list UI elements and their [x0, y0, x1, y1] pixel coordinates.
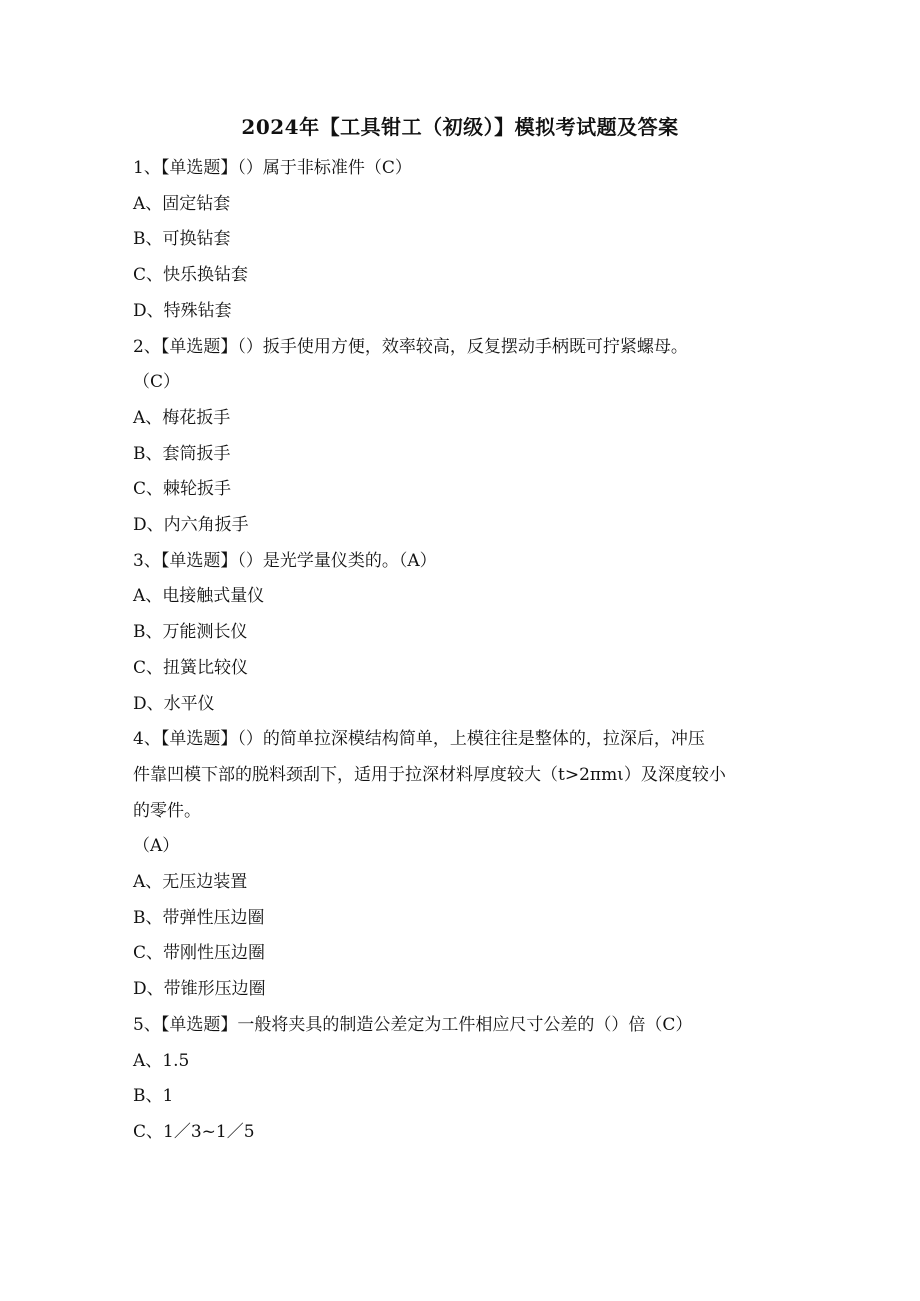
question-1-option-d: D、特殊钻套 [133, 300, 232, 321]
question-2-option-d: D、内六角扳手 [133, 515, 249, 536]
question-1-option-a: A、固定钻套 [133, 193, 231, 214]
question-4-stem-line-3: 的零件。 [133, 800, 201, 821]
question-2-option-a: A、梅花扳手 [133, 407, 231, 428]
question-1-option-b: B、可换钻套 [133, 229, 231, 250]
question-3-option-d: D、水平仪 [133, 693, 215, 714]
question-3-option-c: C、扭簧比较仪 [133, 657, 249, 678]
question-4-option-d: D、带锥形压边圈 [133, 979, 266, 1000]
question-2-answer: （C） [133, 372, 181, 393]
question-2-option-c: C、棘轮扳手 [133, 479, 232, 500]
question-1-stem: 1、【单选题】（）属于非标准件（C） [133, 158, 412, 178]
question-4-option-b: B、带弹性压边圈 [133, 907, 265, 928]
question-2-option-b: B、套筒扳手 [133, 443, 231, 464]
document-body [133, 151, 793, 1151]
question-4-stem-line-1: 4、【单选题】（）的简单拉深模结构简单，上模往往是整体的，拉深后，冲压 [133, 729, 705, 750]
question-5-option-b: B、1 [133, 1086, 174, 1107]
question-4-option-a: A、无压边装置 [133, 872, 248, 893]
question-4-stem-line-2: 件靠凹模下部的脱料颈刮下，适用于拉深材料厚度较大（t>2πmι）及深度较小 [133, 764, 726, 785]
question-2-stem: 2、【单选题】（）扳手使用方便，效率较高，反复摆动手柄既可拧紧螺母。 [133, 336, 688, 357]
question-3-option-b: B、万能测长仪 [133, 622, 248, 643]
question-3-stem: 3、【单选题】（）是光学量仪类的。（A） [133, 550, 437, 571]
question-4-answer: （A） [133, 836, 180, 857]
question-3-option-a: A、电接触式量仪 [133, 586, 265, 607]
question-5-option-a: A、1.5 [133, 1050, 190, 1071]
question-5-stem: 5、【单选题】一般将夹具的制造公差定为工件相应尺寸公差的（）倍（C） [133, 1014, 693, 1035]
question-4-option-c: C、带刚性压边圈 [133, 943, 266, 964]
question-1-option-c: C、快乐换钻套 [133, 265, 249, 286]
document-title: 2024年【工具钳工（初级）】模拟考试题及答案 [241, 115, 679, 139]
question-5-option-c: C、1／3~1／5 [133, 1121, 255, 1142]
